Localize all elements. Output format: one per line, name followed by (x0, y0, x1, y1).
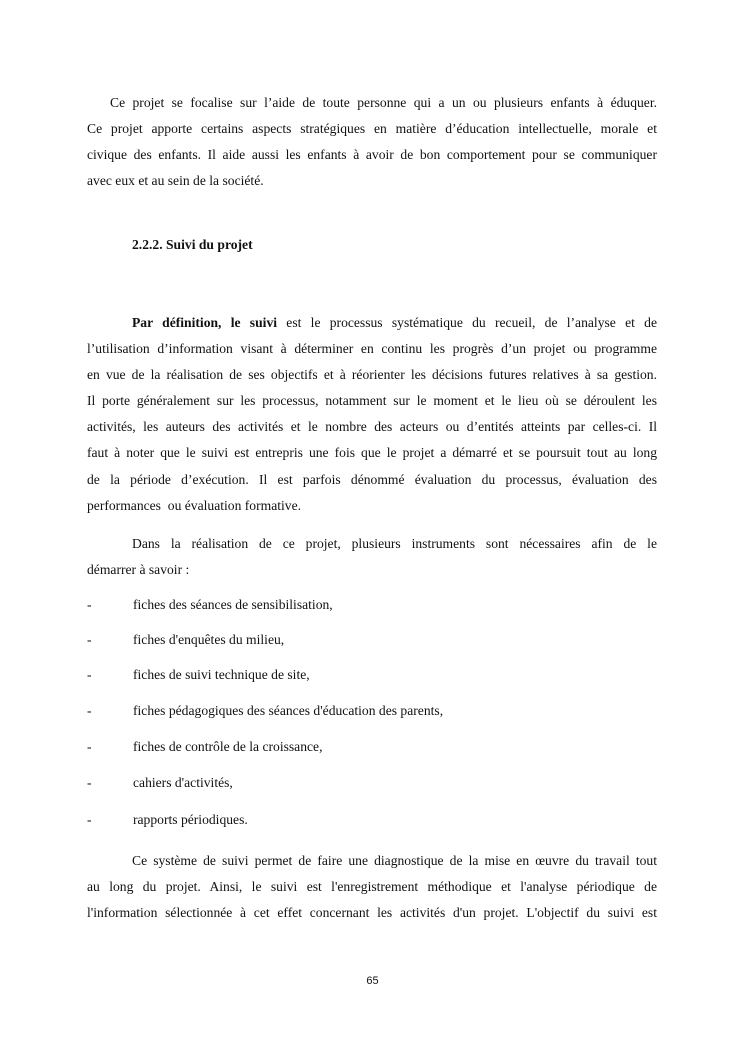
bullet-dash: - (87, 703, 92, 718)
bullet-dash: - (87, 775, 92, 790)
list-item-text: fiches de suivi technique de site, (133, 667, 310, 682)
heading-number: 2.2.2. (132, 237, 163, 252)
text-line: de la période d’exécution. Il est parfois dénommé évaluation du processus, évaluation des (87, 472, 657, 487)
list-item-text: fiches de contrôle de la croissance, (133, 739, 323, 754)
text-line: civique des enfants. Il aide aussi les enfants à avoir de bon comportement pour se communiquer (87, 147, 657, 162)
section-heading (132, 237, 702, 253)
list-item-text: fiches pédagogiques des séances d'éducation des parents, (133, 703, 444, 718)
text-line: faut à noter que le suivi est entrepris une fois que le projet a démarré et se poursuit tout au long (87, 445, 657, 460)
bullet-dash: - (87, 667, 92, 682)
text-line: Il porte généralement sur les processus, notamment sur le moment et le lieu où se déroulent les (87, 393, 657, 408)
text-line: Ce projet apporte certains aspects stratégiques en matière d’éducation intellectuelle, morale et (87, 121, 657, 136)
text-line (87, 315, 657, 331)
text-line: Ce projet se focalise sur l’aide de toute personne qui a un ou plusieurs enfants à éduquer. (110, 95, 657, 110)
text-line: performances ou évaluation formative. (87, 498, 302, 513)
text-line: au long du projet. Ainsi, le suivi est l'enregistrement méthodique et l'analyse périodique de (87, 879, 657, 894)
text-span: est le processus systématique du recueil, de l’analyse et de (277, 315, 657, 330)
bullet-dash: - (87, 812, 92, 827)
text-line: démarrer à savoir : (87, 562, 190, 577)
text-line: l'information sélectionnée à cet effet concernant les activités d'un projet. L'objectif du suivi est (87, 905, 657, 920)
list-item-text: cahiers d'activités, (133, 775, 233, 790)
bold-lead: Par définition, le suivi (132, 315, 278, 330)
list-item-text: rapports périodiques. (133, 812, 248, 827)
bullet-dash: - (87, 739, 92, 754)
text-line: en vue de la réalisation de ses objectifs et à réorienter les décisions futures relatives à sa gestion. (87, 367, 657, 382)
text-line: Dans la réalisation de ce projet, plusieurs instruments sont nécessaires afin de le (132, 536, 657, 551)
text-line: activités, les auteurs des activités et le nombre des acteurs ou d’entités atteints par celles-ci. Il (87, 419, 657, 434)
page-number: 65 (366, 975, 379, 987)
text-line: avec eux et au sein de la société. (87, 173, 264, 188)
list-item-text: fiches des séances de sensibilisation, (133, 597, 333, 612)
heading-title: Suivi du projet (166, 237, 253, 252)
list-item-text: fiches d'enquêtes du milieu, (133, 632, 285, 647)
bullet-dash: - (87, 632, 92, 647)
text-line: Ce système de suivi permet de faire une diagnostique de la mise en œuvre du travail tout (132, 853, 657, 868)
bullet-dash: - (87, 597, 92, 612)
text-line: l’utilisation d’information visant à déterminer en continu les progrès d’un projet ou programme (87, 341, 657, 356)
